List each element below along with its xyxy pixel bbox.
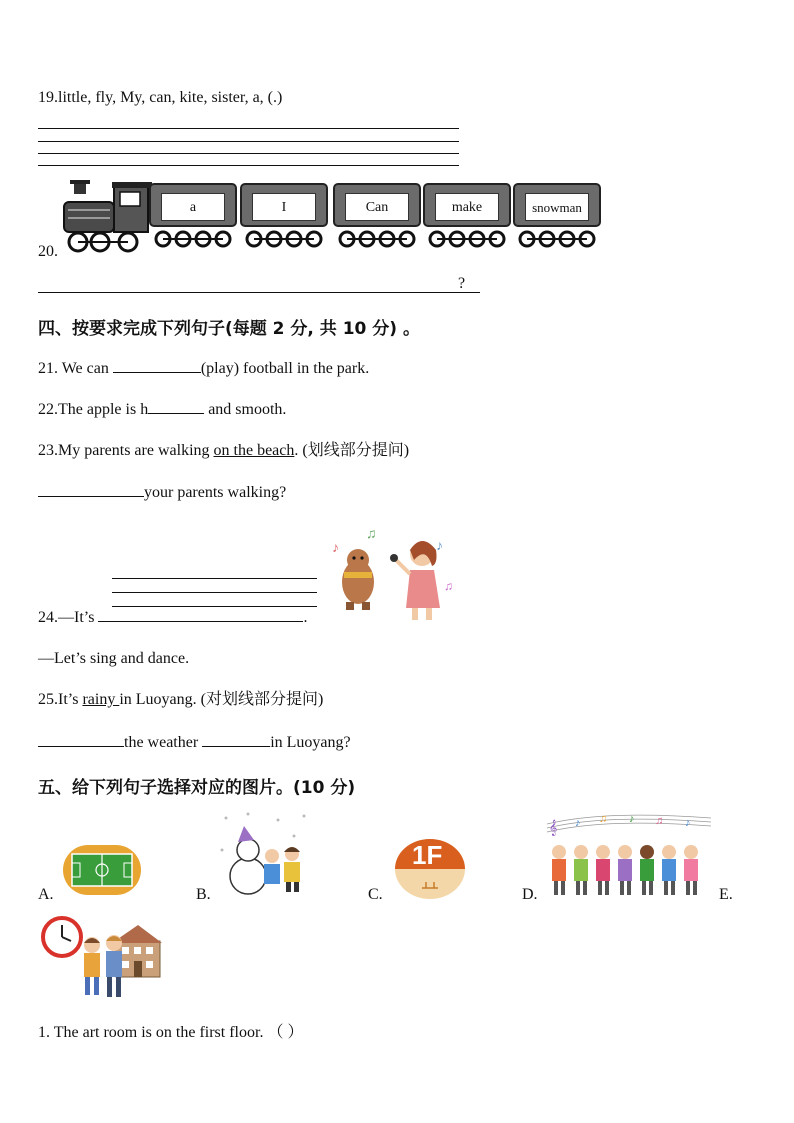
question-25-answer-text: the weather <box>124 734 203 751</box>
word-card: Can <box>345 193 409 221</box>
sign-text: 1F <box>412 840 443 870</box>
snowman-children-icon <box>218 810 314 900</box>
option-label-b: B. <box>196 886 211 903</box>
question-25-answer-end: in Luoyang? <box>270 734 351 751</box>
locomotive-icon <box>62 180 152 256</box>
train-car-3 <box>333 183 421 227</box>
train-car-1 <box>149 183 237 227</box>
option-label-e: E. <box>719 886 733 903</box>
answer-blank[interactable] <box>38 732 124 747</box>
answer-blank[interactable] <box>98 607 303 622</box>
question-23-answer <box>38 482 286 503</box>
question-23-instruction: . (划线部分提问) <box>294 442 410 459</box>
question-25-text: 25.It’s <box>38 691 83 708</box>
question-mark: ? <box>458 275 466 292</box>
svg-text:♫: ♫ <box>599 813 608 825</box>
word-card: make <box>435 193 499 221</box>
train-car-4 <box>423 183 511 227</box>
question-24-text: 24.—It’s <box>38 609 99 626</box>
answer-blank[interactable] <box>202 732 270 747</box>
question-23-answer-text: your parents walking? <box>144 484 287 501</box>
answer-line[interactable] <box>112 578 317 579</box>
svg-text:♪: ♪ <box>629 813 635 825</box>
svg-text:♫: ♫ <box>366 527 377 542</box>
question-22 <box>38 399 286 420</box>
svg-text:♪: ♪ <box>685 817 691 829</box>
svg-text:𝄞: 𝄞 <box>549 821 558 836</box>
section-heading: 五、给下列句子选择对应的图片。(10 分) <box>38 778 356 798</box>
answer-line[interactable] <box>38 153 459 154</box>
question-25-answer <box>38 732 351 753</box>
question-23 <box>38 441 409 461</box>
svg-text:♪: ♪ <box>436 539 443 554</box>
question-25-instruction: in Luoyang. (对划线部分提问) <box>119 691 324 708</box>
option-label-a: A. <box>38 886 54 903</box>
question-23-text: 23.My parents are walking <box>38 442 214 459</box>
word-card: I <box>252 193 316 221</box>
answer-line[interactable] <box>38 165 459 166</box>
question-24-reply: —Let’s sing and dance. <box>38 650 190 667</box>
first-floor-sign-icon <box>394 838 466 900</box>
question-20-number: 20. <box>38 243 58 260</box>
answer-line[interactable] <box>112 592 317 593</box>
word-card: a <box>161 193 225 221</box>
word-card: snowman <box>525 193 589 221</box>
school-clock-children-icon <box>40 915 162 1003</box>
option-label-c: C. <box>368 886 383 903</box>
answer-blank[interactable] <box>113 358 201 373</box>
question-21-text-end: (play) football in the park. <box>200 360 370 377</box>
option-label-d: D. <box>522 886 538 903</box>
question-21 <box>38 358 369 379</box>
football-field-icon <box>62 844 142 896</box>
train-car-5 <box>513 183 601 227</box>
period: . <box>303 609 308 626</box>
svg-text:♪: ♪ <box>332 541 339 556</box>
answer-line[interactable] <box>38 128 459 129</box>
answer-blank[interactable] <box>38 482 144 497</box>
question-21-text: 21. We can <box>38 360 113 377</box>
answer-line[interactable] <box>38 141 459 142</box>
question-24 <box>38 607 307 628</box>
svg-text:♫: ♫ <box>655 815 664 827</box>
singing-girl-and-bear-illustration <box>326 520 458 624</box>
svg-text:♫: ♫ <box>444 579 453 593</box>
question-22-text: 22.The apple is h <box>38 401 149 418</box>
question-1: 1. The art room is on the first floor. （ ） <box>38 1024 304 1041</box>
question-19-prompt: 19.little, fly, My, can, kite, sister, a, (.) <box>38 89 283 106</box>
question-22-text-end: and smooth. <box>204 401 287 418</box>
answer-blank[interactable] <box>148 399 204 414</box>
svg-text:♪: ♪ <box>575 817 581 829</box>
underlined-phrase: on the beach <box>213 442 295 459</box>
train-car-2 <box>240 183 328 227</box>
section-heading: 四、按要求完成下列句子(每题 2 分, 共 10 分) 。 <box>38 319 420 339</box>
train-wheels-icon <box>149 228 601 250</box>
answer-line[interactable] <box>38 292 480 293</box>
underlined-phrase: rainy <box>82 691 120 708</box>
children-singing-music-icon <box>545 808 713 902</box>
question-25 <box>38 690 323 710</box>
